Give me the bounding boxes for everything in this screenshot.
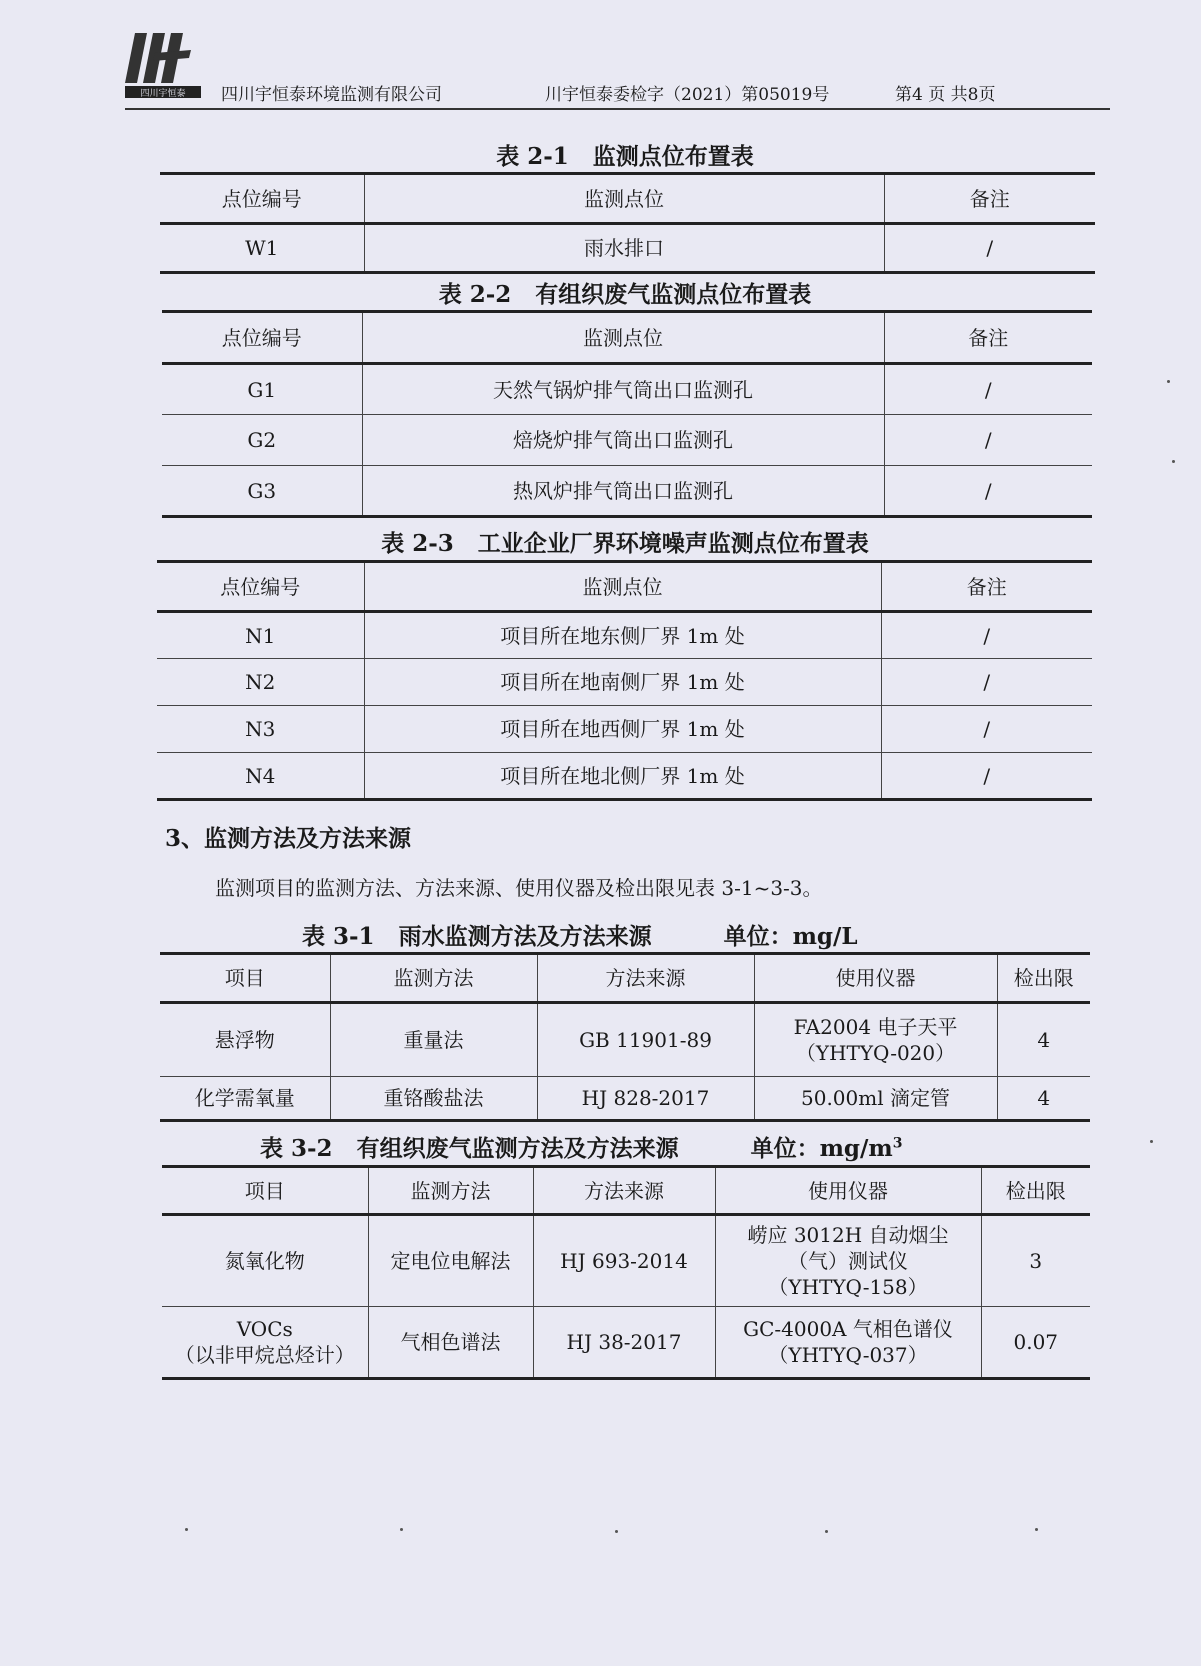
table-header-cell: 点位编号 <box>162 312 362 364</box>
table-cell: 重量法 <box>330 1003 537 1077</box>
scan-speck <box>1150 1140 1153 1143</box>
table-cell: 化学需氧量 <box>160 1077 330 1121</box>
document-number: 川宇恒泰委检字（2021）第05019号 <box>545 85 830 105</box>
table-header-cell: 点位编号 <box>160 174 364 224</box>
scan-speck <box>825 1530 828 1533</box>
table-cell: N3 <box>157 706 364 753</box>
table-cell: / <box>884 224 1095 273</box>
table-cell: VOCs （以非甲烷总烃计） <box>162 1307 368 1379</box>
table-row <box>157 753 1092 800</box>
page-header <box>125 28 1045 108</box>
table-header-cell: 使用仪器 <box>715 1167 981 1215</box>
company-logo <box>125 28 205 108</box>
scan-speck <box>1035 1528 1038 1531</box>
page-number: 第4 页 共8页 <box>895 85 996 105</box>
table-cell: N4 <box>157 753 364 800</box>
table-header-cell: 检出限 <box>997 954 1090 1003</box>
table-header-cell: 备注 <box>884 312 1092 364</box>
table-row <box>157 659 1092 706</box>
table-header-cell: 点位编号 <box>157 562 364 612</box>
table-cell: N1 <box>157 612 364 659</box>
scan-speck <box>400 1528 403 1531</box>
table-row <box>157 706 1092 753</box>
table-2-2-title: 表 2-2 有组织废气监测点位布置表 <box>438 281 812 308</box>
table-cell: / <box>881 706 1092 753</box>
table-3-2 <box>162 1165 1090 1380</box>
table-cell: / <box>884 466 1092 517</box>
scan-speck <box>1172 460 1175 463</box>
table-cell: / <box>881 753 1092 800</box>
table-header-cell: 方法来源 <box>537 954 754 1003</box>
table-cell: 悬浮物 <box>160 1003 330 1077</box>
table-header-cell: 备注 <box>881 562 1092 612</box>
table-cell: 焙烧炉排气筒出口监测孔 <box>362 415 884 466</box>
table-row <box>162 1215 1090 1307</box>
table-cell: 热风炉排气筒出口监测孔 <box>362 466 884 517</box>
table-header-cell: 备注 <box>884 174 1095 224</box>
table-header-cell: 项目 <box>162 1167 368 1215</box>
table-cell: G2 <box>162 415 362 466</box>
table-cell: 天然气锅炉排气筒出口监测孔 <box>362 364 884 415</box>
table-header-cell: 使用仪器 <box>754 954 997 1003</box>
table-cell: FA2004 电子天平 （YHTYQ-020） <box>754 1003 997 1077</box>
scan-speck <box>185 1528 188 1531</box>
table-cell: 项目所在地南侧厂界 1m 处 <box>364 659 881 706</box>
table-cell: G3 <box>162 466 362 517</box>
table-header-cell: 方法来源 <box>533 1167 715 1215</box>
table-cell: / <box>884 415 1092 466</box>
table-3-1 <box>160 952 1090 1122</box>
table-2-3-title: 表 2-3 工业企业厂界环境噪声监测点位布置表 <box>381 530 869 557</box>
header-divider <box>125 108 1110 110</box>
table-cell: W1 <box>160 224 364 273</box>
table-header-cell: 监测点位 <box>364 562 881 612</box>
table-cell: 项目所在地西侧厂界 1m 处 <box>364 706 881 753</box>
section-paragraph: 监测项目的监测方法、方法来源、使用仪器及检出限见表 3-1~3-3。 <box>215 876 823 900</box>
section-heading: 3、监测方法及方法来源 <box>165 825 412 852</box>
table-cell: 项目所在地北侧厂界 1m 处 <box>364 753 881 800</box>
table-cell: GB 11901-89 <box>537 1003 754 1077</box>
table-cell: 重铬酸盐法 <box>330 1077 537 1121</box>
table-cell: HJ 828-2017 <box>537 1077 754 1121</box>
table-cell: G1 <box>162 364 362 415</box>
table-cell: 崂应 3012H 自动烟尘 （气）测试仪 （YHTYQ-158） <box>715 1215 981 1307</box>
table-header-cell: 检出限 <box>981 1167 1090 1215</box>
table-row <box>160 1003 1090 1077</box>
table-header-cell: 项目 <box>160 954 330 1003</box>
table-cell: 项目所在地东侧厂界 1m 处 <box>364 612 881 659</box>
table-row <box>160 224 1095 273</box>
table-header-cell: 监测点位 <box>364 174 884 224</box>
table-row <box>162 466 1092 517</box>
table-3-1-title: 表 3-1 雨水监测方法及方法来源 单位：mg/L <box>302 923 858 950</box>
table-2-3 <box>157 560 1092 801</box>
table-cell: 气相色谱法 <box>368 1307 533 1379</box>
table-cell: N2 <box>157 659 364 706</box>
company-name: 四川宇恒泰环境监测有限公司 <box>221 85 442 105</box>
table-2-1 <box>160 172 1095 274</box>
table-cell: 定电位电解法 <box>368 1215 533 1307</box>
table-cell: 3 <box>981 1215 1090 1307</box>
table-cell: 4 <box>997 1077 1090 1121</box>
scan-speck <box>1167 380 1170 383</box>
table-row <box>157 612 1092 659</box>
table-header-cell: 监测方法 <box>330 954 537 1003</box>
table-cell: 50.00ml 滴定管 <box>754 1077 997 1121</box>
table-row <box>162 1307 1090 1379</box>
table-header-cell: 监测方法 <box>368 1167 533 1215</box>
table-cell: / <box>881 612 1092 659</box>
scan-speck <box>615 1530 618 1533</box>
table-cell: / <box>884 364 1092 415</box>
table-row <box>162 364 1092 415</box>
table-header-cell: 监测点位 <box>362 312 884 364</box>
table-cell: 氮氧化物 <box>162 1215 368 1307</box>
table-2-1-title: 表 2-1 监测点位布置表 <box>496 143 754 170</box>
table-cell: 雨水排口 <box>364 224 884 273</box>
table-cell: GC-4000A 气相色谱仪 （YHTYQ-037） <box>715 1307 981 1379</box>
table-cell: / <box>881 659 1092 706</box>
table-2-2 <box>162 310 1092 518</box>
table-3-2-title: 表 3-2 有组织废气监测方法及方法来源 单位：$mg/m^3$ <box>260 1135 903 1162</box>
table-cell: 0.07 <box>981 1307 1090 1379</box>
table-cell: HJ 693-2014 <box>533 1215 715 1307</box>
svg-text:四川宇恒泰: 四川宇恒泰 <box>140 89 186 99</box>
table-cell: HJ 38-2017 <box>533 1307 715 1379</box>
table-cell: 4 <box>997 1003 1090 1077</box>
table-row <box>160 1077 1090 1121</box>
table-row <box>162 415 1092 466</box>
